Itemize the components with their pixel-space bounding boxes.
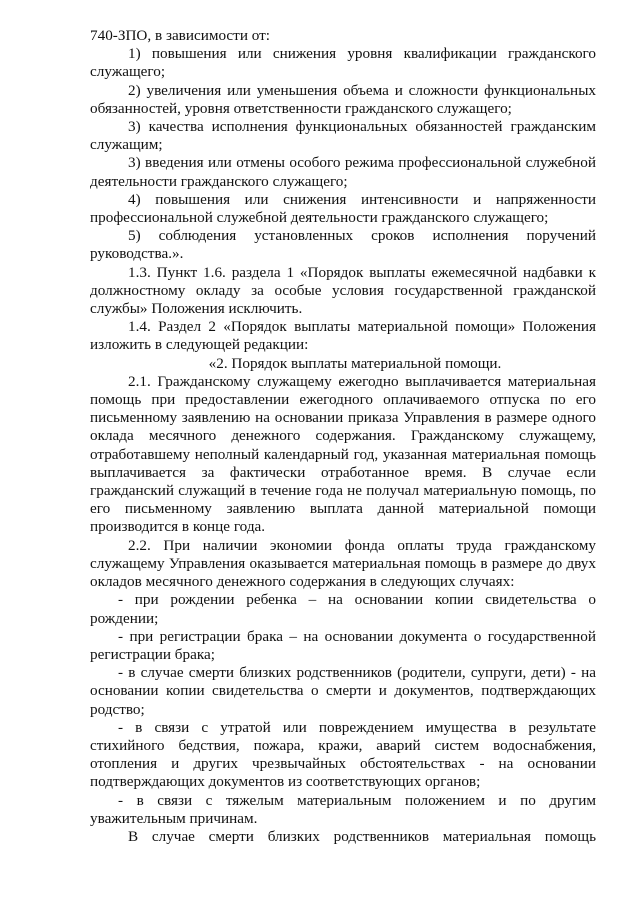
list-item: 3) качества исполнения функциональных обязанностей гражданским служащим; [90,118,596,154]
list-item: - при рождении ребенка – на основании копии свидетельства о рождении; [90,591,596,627]
list-item: 1) повышения или снижения уровня квалификации гражданского служащего; [90,45,596,81]
paragraph: 2.2. При наличии экономии фонда оплаты труда гражданскому служащему Управления оказывается материальная помощь в размере до двух окладов месячного денежного содержания в следующих случаях: [90,536,596,591]
list-item: - в связи с утратой или повреждением имущества в результате стихийного бедствия, пожара, кражи, аварий систем водоснабжения, отопления и других чрезвычайных обстоятельствах - на основании подтверждающих документов из соответствующих органов; [90,718,596,791]
list-item: 3) введения или отмены особого режима профессиональной служебной деятельности гражданского служащего; [90,154,596,190]
list-item: - в случае смерти близких родственников (родители, супруги, дети) - на основании копии свидетельства о смерти и документов, подтверждающих родство; [90,664,596,718]
list-item: 4) повышения или снижения интенсивности и напряженности профессиональной служебной деятельности гражданского служащего; [90,190,596,227]
section-heading: «2. Порядок выплаты материальной помощи. [208,354,502,372]
paragraph: 740-ЗПО, в зависимости от: [90,27,270,44]
paragraph: 1.4. Раздел 2 «Порядок выплаты материальной помощи» Положения изложить в следующей редакции: [90,318,596,354]
list-item: - в связи с тяжелым материальным положением и по другим уважительным причинам. [90,791,596,827]
list-item: 5) соблюдения установленных сроков исполнения поручений руководства.». [90,227,596,263]
paragraph: 1.3. Пункт 1.6. раздела 1 «Порядок выплаты ежемесячной надбавки к должностному окладу за особые условия государственной гражданской службы» Положения исключить. [90,263,596,318]
list-item: - при регистрации брака – на основании документа о государственной регистрации брака; [90,627,596,663]
list-item: 2) увеличения или уменьшения объема и сложности функциональных обязанностей, уровня ответственности гражданского служащего; [90,81,596,117]
paragraph: 2.1. Гражданскому служащему ежегодно выплачивается материальная помощь при предоставлении ежегодного оплачиваемого отпуска по его письменному заявлению на основании приказа Управления в размере одного оклада месячного денежного содержания. Гражданскому служащему, отработавшему неполный календарный год, указанная материальная помощь выплачивается за фактически отработанное время. В случае если гражданский служащий в течение года не получал материальную помощь, по его письменному заявлению выплата данной материальной помощи производится в конце года. [90,372,596,536]
paragraph: В случае смерти близких родственников материальная помощь [128,827,596,845]
